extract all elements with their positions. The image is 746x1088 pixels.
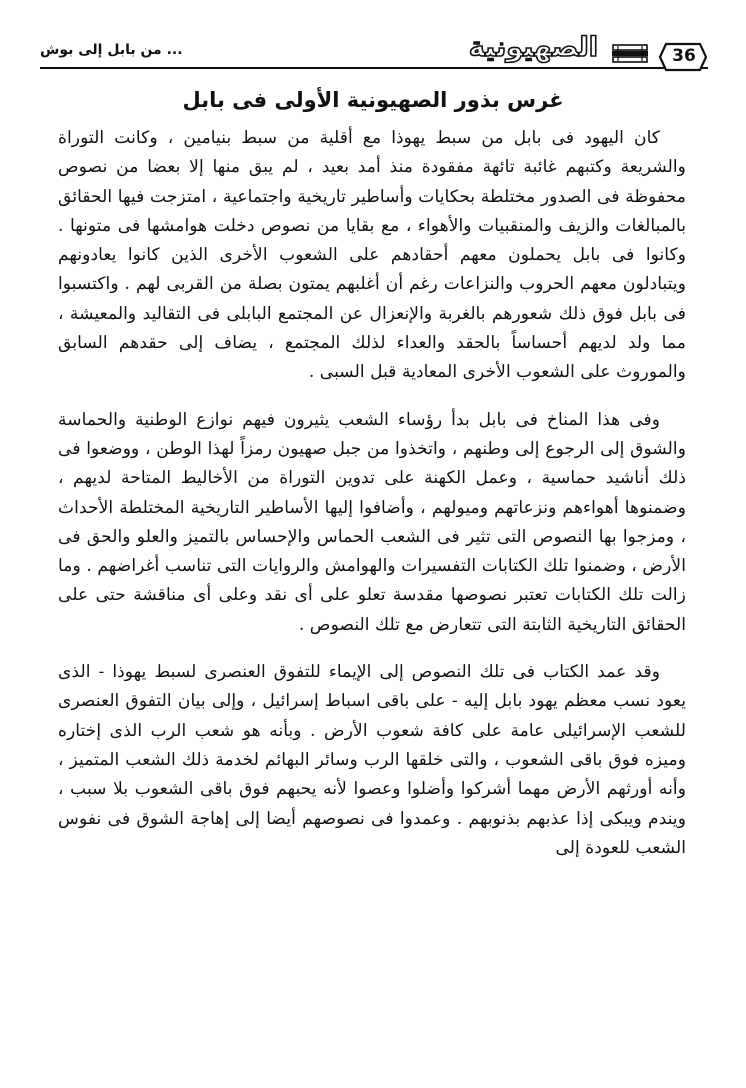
book-title-logo: الصهيونية [468,32,598,63]
running-header [40,32,708,76]
header-rule [40,67,708,69]
paragraph-1: كان اليهود فى بابل من سبط يهوذا مع أقلية من سبط بنيامين ، وكانت التوراة والشريعة وكتبهم غائبة تائهة مفقودة منذ أمد بعيد ، لم يبق منها إلا بعضا من نصوص محفوظة فى الصدور مختلطة بحكايات وأساطير تاريخية واجتماعية ، امتزجت فيها الحقائق بالمبالغات والزيف والمنقبيات والأهواء ، مع بقايا من نصوص دخلت هوامشها فى متونها . وكانوا فى بابل يحملون معهم أحقادهم على الشعوب الأخرى الذين كانوا يعادونهم ويتبادلون معهم الحروب والنزاعات رغم أن أغلبهم يمتون بصلة من القربى لهم . واكتسبوا فى بابل فوق ذلك شعورهم بالغربة والإنعزال عن المجتمع البابلى فى التقاليد والمعيشة ، مما ولد لديهم أحساساً بالحقد والعداء لذلك المجتمع ، يضاف إلى حقدهم السابق والموروث على الشعوب الأخرى المعادية قبل السبى . [58,128,686,383]
book-stack-icon [610,42,650,66]
book-subtitle: ... من بابل إلى بوش [40,42,183,58]
paragraph-3: وقد عمد الكتاب فى تلك النصوص إلى الإيماء للتفوق العنصرى لسبط يهوذا - الذى يعود نسب معظم يهود بابل إليه - على باقى اسباط إسرائيل ، وإلى بيان التفوق العنصرى للشعب الإسرائيلى عامة على كافة شعوب الأرض . وبأنه هو شعب الرب الذى إختاره وميزه فوق باقى الشعوب ، والتى خلقها الرب وسائر البهائم لخدمة ذلك الشعب المتميز ، وأنه أورثهم الأرض مهما أشركوا وأضلوا وعصوا لأنه يحبهم فوق باقى الشعوب بلا سبب ، ويندم ويبكى إذا عذبهم بذنوبهم . وعمدوا فى نصوصهم أيضا إلى إهاجة الشوق فى نفوس الشعب للعودة إلى [58,662,686,858]
section-heading: غرس بذور الصهيونية الأولى فى بابل [182,88,564,112]
article-body [58,124,686,881]
page-number-badge [656,40,708,74]
page-number: 36 [672,46,696,66]
paragraph-2: وفى هذا المناخ فى بابل بدأ رؤساء الشعب يثيرون فيهم نوازع الوطنية والحماسة والشوق إلى الرجوع إلى وطنهم ، واتخذوا من جبل صهيون رمزاً لهذا الوطن ، ووضعوا فى ذلك أناشيد حماسية ، وعمل الكهنة على تدوين التوراة من الأخاليط المتاحة لديهم ، وضمنوها أهواءهم ونزعاتهم وميولهم ، وأضافوا إليها الأساطير التاريخية المختلطة الأحداث ، ومزجوا بها النصوص التى تثير فى الشعب الحماس والإحساس بالتميز والعلو والحق فى الأرض ، وضمنوا تلك الكتابات التفسيرات والهوامش والروايات التى تناسب أغراضهم . وما زالت تلك الكتابات تعتبر نصوصها مقدسة تعلو على أى نقد وعلى أى مناقشة حتى على الحقائق التاريخية الثابتة التى تتعارض مع تلك النصوص . [58,409,686,635]
